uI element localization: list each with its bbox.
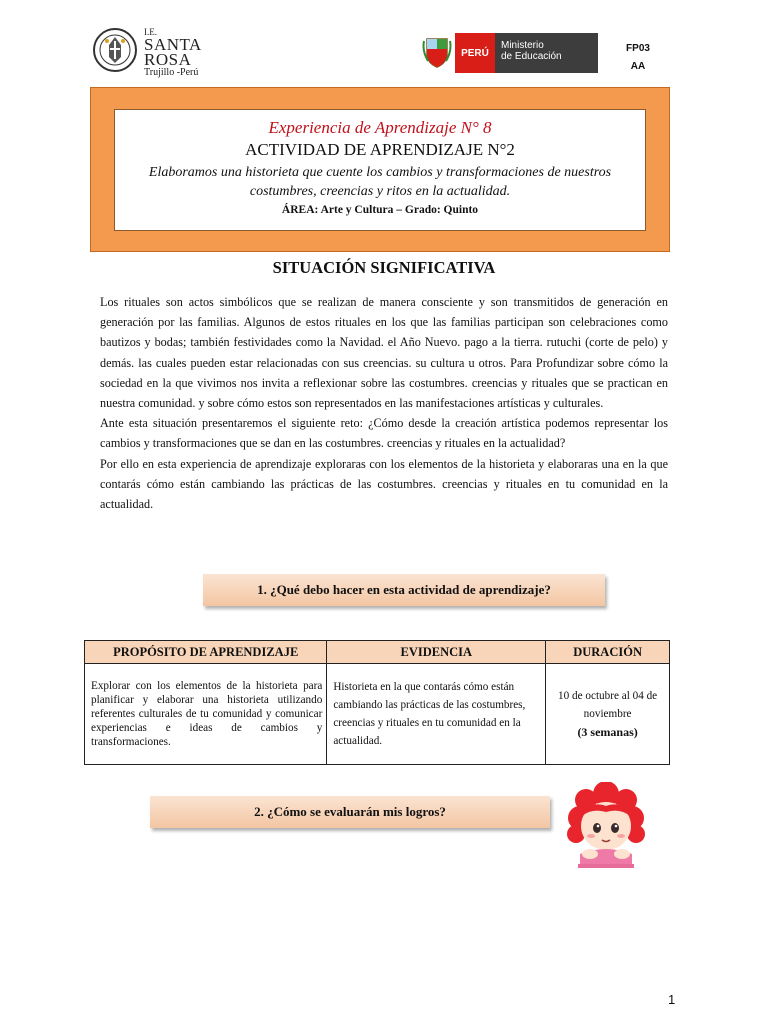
header-duration: DURACIÓN <box>546 641 670 664</box>
header-purpose: PROPÓSITO DE APRENDIZAJE <box>85 641 327 664</box>
cell-evidence: Historieta en la que contarás cómo están cambiando las prácticas de las costumbres, creencias y rituales en tu comunidad en la actualidad. <box>327 664 546 765</box>
cell-duration <box>546 664 670 765</box>
school-seal-icon <box>92 27 138 73</box>
ministry-line2: de Educación <box>501 51 562 62</box>
duration-weeks: (3 semanas) <box>577 724 638 739</box>
experience-title: Experiencia de Aprendizaje N° 8 <box>268 118 492 137</box>
paragraph-3: Por ello en esta experiencia de aprendizaje exploraras con los elementos de la historieta y elaboraras una en la que contarás cómo están cambiando las prácticas de las costumbres. creencias y rituales en tu comunidad en la actualidad. <box>100 456 668 512</box>
school-name <box>144 27 234 78</box>
step-1-banner: 1. ¿Qué debo hacer en esta actividad de aprendizaje? <box>203 574 605 606</box>
code-line2: AA <box>630 61 646 72</box>
area-grade: ÁREA: Arte y Cultura – Grado: Quinto <box>281 204 479 216</box>
table-header-row <box>85 641 670 664</box>
paragraph-2: Ante esta situación presentaremos el siguiente reto: ¿Cómo desde la creación artística podemos representar los cambios y transformaciones que se dan en las costumbres. creencias y rituales en la actualidad? <box>100 416 668 451</box>
activity-subtitle: Elaboramos una historieta que cuente los cambios y transformaciones de nuestros costumbres, creencias y ritos en la actualidad. <box>148 165 612 199</box>
school-name-line2: ROSA <box>144 50 192 69</box>
page-number: 1 <box>668 992 676 1007</box>
table-row <box>85 664 670 765</box>
school-ie: I.E. <box>144 27 157 37</box>
red-haired-girl-icon <box>566 782 646 870</box>
section-heading: SITUACIÓN SIGNIFICATIVA <box>272 258 496 277</box>
header-evidence: EVIDENCIA <box>327 641 546 664</box>
activity-title: ACTIVIDAD DE APRENDIZAJE N°2 <box>245 140 515 159</box>
document-code <box>618 40 658 76</box>
school-name-line1: SANTA <box>144 35 202 54</box>
situation-text <box>100 292 668 514</box>
duration-dates: 10 de octubre al 04 de noviembre <box>558 689 658 720</box>
peru-shield-icon <box>422 35 452 69</box>
ministry-line1: Ministerio <box>501 40 544 51</box>
paragraph-1: Los rituales son actos simbólicos que se realizan de manera consciente y son transmitidos de generación en generación por las familias. Algunos de estos rituales en los que las familias participan son celebraciones como bautizos y bodas; también festividades como la Navidad. el Año Nuevo. pago a la tierra. rutuchi (corte de pelo) y demás. las cuales pueden estar relacionadas con sus creencias. su cultura u otros. Para Profundizar sobre cómo la sociedad en la que vivimos nos invita a reflexionar sobre las costumbres. creencias y rituales que se practican en nuestra comunidad. y sobre cómo estos son representados en las manifestaciones artísticas y culturales. <box>100 295 668 411</box>
learning-table <box>84 640 670 765</box>
code-line1: FP03 <box>626 43 650 54</box>
ministry-label <box>495 33 598 73</box>
title-box <box>114 109 646 231</box>
peru-label: PERÚ <box>455 33 495 73</box>
cell-purpose: Explorar con los elementos de la historieta para planificar y elaborar una historieta utilizando referentes culturales de tu comunidad y comunicar experiencias e ideas de cambios y transformaciones. <box>85 664 327 765</box>
step-2-banner: 2. ¿Cómo se evaluarán mis logros? <box>150 796 550 828</box>
school-city: Trujillo -Perú <box>144 67 199 78</box>
